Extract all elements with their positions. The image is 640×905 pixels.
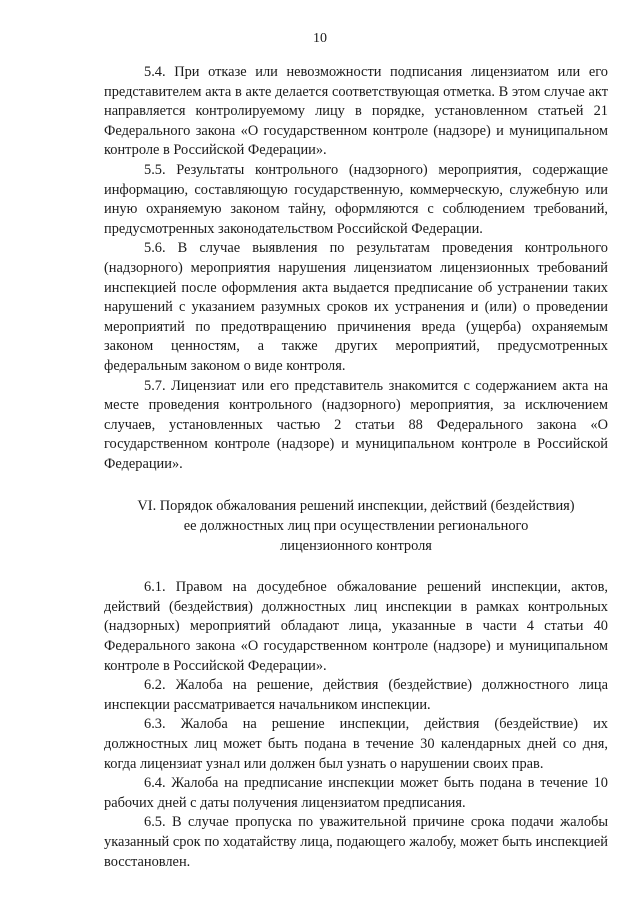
page-number: 10 <box>313 31 327 46</box>
section-heading-line: ее должностных лиц при осуществлении регионального <box>183 518 529 535</box>
paragraph-5-4: 5.4. При отказе или невозможности подписания лицензиатом или его представителем акта в акте делается соответствующая отметка. В этом случае акт направляется контролируемому лицу в порядке, установленном статьей 21 Федерального закона «О государственном контроле (надзоре) и муниципальном контроле в Российской Федерации». <box>104 64 608 159</box>
paragraph-5-6: 5.6. В случае выявления по результатам проведения контрольного (надзорного) мероприятия нарушения лицензиатом лицензионных требований инспекцией после оформления акта выдается предписание об устранении таких нарушений с указанием разумных сроков их устранения и (или) о проведении мероприятий по предотвращению причинения вреда (ущерба) охраняемым законом ценностям, а также других мероприятий, предусмотренных федеральным законом о виде контроля. <box>104 240 608 374</box>
section-heading-vi <box>104 497 608 556</box>
section-heading-line: VI. Порядок обжалования решений инспекции, действий (бездействия) <box>137 498 575 515</box>
paragraph-6-2: 6.2. Жалоба на решение, действия (бездействие) должностного лица инспекции рассматривается начальником инспекции. <box>104 677 608 713</box>
paragraph-5-5: 5.5. Результаты контрольного (надзорного) мероприятия, содержащие информацию, составляющую государственную, коммерческую, служебную или иную охраняемую законом тайну, оформляются с соблюдением требований, предусмотренных законодательством Российской Федерации. <box>104 161 608 237</box>
paragraph-6-5: 6.5. В случае пропуска по уважительной причине срока подачи жалобы указанный срок по ходатайству лица, подающего жалобу, может быть инспекцией восстановлен. <box>104 814 608 870</box>
document-body <box>104 63 608 872</box>
paragraph-6-4: 6.4. Жалоба на предписание инспекции может быть подана в течение 10 рабочих дней с даты получения лицензиатом предписания. <box>104 775 608 811</box>
paragraph-6-1: 6.1. Правом на досудебное обжалование решений инспекции, актов, действий (бездействия) должностных лиц инспекции в рамках контрольных (надзорных) мероприятий обладают лица, указанные в части 4 статьи 40 Федерального закона «О государственном контроле (надзоре) и муниципальном контроле в Российской Федерации». <box>104 579 608 674</box>
paragraph-6-3: 6.3. Жалоба на решение инспекции, действия (бездействие) их должностных лиц может быть подана в течение 30 календарных дней со дня, когда лицензиат узнал или должен был узнать о нарушении своих прав. <box>104 716 608 772</box>
section-heading-line: лицензионного контроля <box>280 537 432 554</box>
paragraph-5-7: 5.7. Лицензиат или его представитель знакомится с содержанием акта на месте проведения контрольного (надзорного) мероприятия, за исключением случаев, установленных частью 2 статьи 88 Федерального закона «О государственном контроле (надзоре) и муниципальном контроле в Российской Федерации». <box>104 377 608 472</box>
